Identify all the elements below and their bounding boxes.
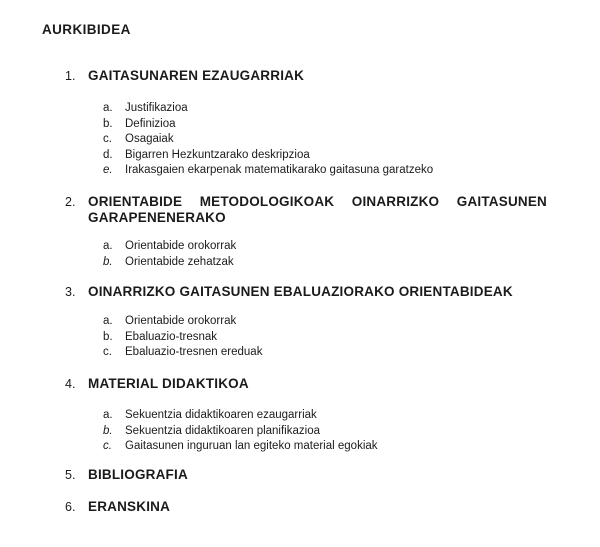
section-3-number: 3. [65, 285, 76, 299]
item-label: Orientabide orokorrak [125, 315, 237, 327]
item-label: Sekuentzia didaktikoaren planifikazioa [125, 424, 320, 437]
section-4-number: 4. [65, 377, 76, 391]
item-letter: c. [103, 133, 112, 145]
toc-item-3c [103, 345, 553, 361]
item-letter: b. [103, 117, 113, 130]
section-heading-2 [65, 194, 547, 226]
section-1-title: GAITASUNAREN EZAUGARRIAK [88, 68, 305, 83]
item-label: Definizioa [125, 117, 176, 130]
section-1-number: 1. [65, 69, 76, 83]
section-heading-3 [65, 284, 547, 300]
toc-item-3a [103, 314, 553, 330]
item-label: Irakasgaien ekarpenak matematikarako gaitasuna garatzeko [125, 164, 434, 176]
item-letter: c. [103, 440, 112, 452]
item-letter: a. [103, 315, 113, 327]
section-heading-6 [65, 499, 547, 515]
item-label: Ebaluazio-tresnen ereduak [125, 346, 263, 358]
section-6-number: 6. [65, 500, 76, 514]
item-letter: c. [103, 346, 112, 358]
toc-item-2b [103, 255, 553, 271]
item-label: Orientabide orokorrak [125, 240, 237, 252]
item-letter: d. [103, 148, 113, 161]
item-letter: a. [103, 409, 113, 421]
toc-item-1c [103, 132, 553, 148]
page-title: AURKIBIDEA [42, 22, 131, 37]
section-3-items [103, 314, 553, 361]
section-heading-5 [65, 467, 547, 483]
item-label: Justifikazioa [125, 102, 188, 114]
section-5-title: BIBLIOGRAFIA [88, 467, 188, 482]
section-3-title: OINARRIZKO GAITASUNEN EBALUAZIORAKO ORIENTABIDEAK [88, 284, 513, 299]
toc-item-1b [103, 117, 553, 133]
section-2-number: 2. [65, 195, 76, 209]
item-letter: a. [103, 240, 113, 252]
section-1-items [103, 101, 553, 179]
item-label: Ebaluazio-tresnak [125, 330, 218, 343]
section-4-title: MATERIAL DIDAKTIKOA [88, 376, 249, 391]
item-letter: e. [103, 164, 113, 176]
item-letter: b. [103, 424, 113, 437]
section-2-title: ORIENTABIDE METODOLOGIKOAK OINARRIZKO GAITASUNEN GARAPENENERAKO [88, 194, 547, 225]
toc-item-4b [103, 424, 553, 440]
item-label: Gaitasunen inguruan lan egiteko material egokiak [125, 440, 378, 452]
toc-item-4a [103, 408, 553, 424]
item-letter: a. [103, 102, 113, 114]
toc-item-1e [103, 163, 553, 179]
section-heading-4 [65, 376, 547, 392]
toc-item-2a [103, 239, 553, 255]
section-6-title: ERANSKINA [88, 499, 171, 514]
section-2-items [103, 239, 553, 270]
toc-item-1d [103, 148, 553, 164]
toc-item-3b [103, 330, 553, 346]
item-letter: b. [103, 255, 113, 268]
item-label: Bigarren Hezkuntzarako deskripzioa [125, 148, 310, 161]
section-5-number: 5. [65, 468, 76, 482]
item-label: Osagaiak [125, 133, 174, 145]
section-heading-1 [65, 68, 547, 84]
item-label: Orientabide zehatzak [125, 255, 234, 268]
toc-item-1a [103, 101, 553, 117]
item-letter: b. [103, 330, 113, 343]
item-label: Sekuentzia didaktikoaren ezaugarriak [125, 409, 317, 421]
section-4-items [103, 408, 553, 455]
toc-item-4c [103, 439, 553, 455]
